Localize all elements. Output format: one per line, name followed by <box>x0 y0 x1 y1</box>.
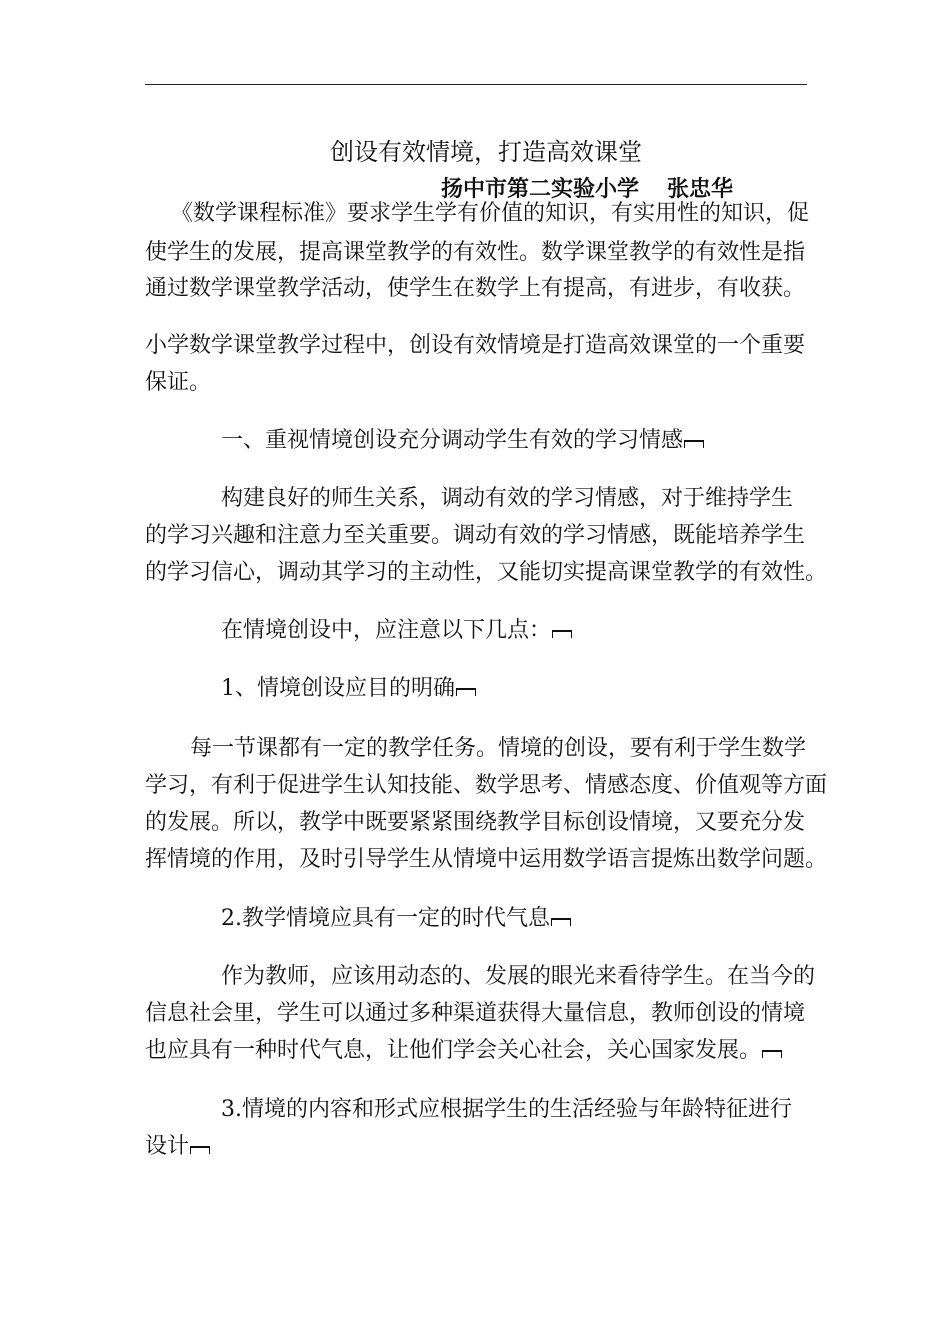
body-line: 《数学课程标准》要求学生学有价值的知识，有实用性的知识，促 <box>171 201 810 226</box>
section-heading-cont: 设计 <box>145 1136 210 1158</box>
body-line: 的发展。所以，教学中既要紧紧围绕教学目标创设情境，又要充分发 <box>145 810 806 835</box>
paragraph-mark-icon <box>190 1143 210 1153</box>
paragraph-mark-icon <box>456 685 476 695</box>
document-title: 创设有效情境，打造高效课堂 <box>330 138 642 166</box>
author-line <box>441 172 733 203</box>
section-heading: 1、情境创设应目的明确 <box>221 678 476 700</box>
body-line: 的学习信心，调动其学习的主动性，又能切实提高课堂教学的有效性。 <box>145 560 828 585</box>
body-line: 作为教师，应该用动态的、发展的眼光来看待学生。在当今的 <box>221 964 816 989</box>
author-school: 扬中市第二实验小学 <box>441 177 640 202</box>
body-line: 通过数学课堂教学活动，使学生在数学上有提高，有进步，有收获。 <box>145 276 806 301</box>
paragraph-mark-icon <box>684 437 704 447</box>
body-line: 的学习兴趣和注意力至关重要。调动有效的学习情感，既能培养学生 <box>145 523 806 548</box>
body-line: 也应具有一种时代气息，让他们学会关心社会，关心国家发展。 <box>145 1040 782 1062</box>
header-rule <box>145 84 807 85</box>
paragraph-mark-icon <box>552 627 572 637</box>
section-heading: 3.情境的内容和形式应根据学生的生活经验与年龄特征进行 <box>221 1097 792 1122</box>
body-line: 信息社会里，学生可以通过多种渠道获得大量信息，教师创设的情境 <box>145 1001 806 1026</box>
body-line: 使学生的发展，提高课堂教学的有效性。数学课堂教学的有效性是指 <box>145 240 806 265</box>
author-name: 张忠华 <box>667 177 734 202</box>
body-line: 挥情境的作用，及时引导学生从情境中运用数学语言提炼出数学问题。 <box>145 847 828 872</box>
section-heading: 2.教学情境应具有一定的时代气息 <box>221 908 571 930</box>
body-line: 学习，有利于促进学生认知技能、数学思考、情感态度、价值观等方面 <box>145 773 828 798</box>
body-line: 每一节课都有一定的教学任务。情境的创设，要有利于学生数学 <box>190 736 807 761</box>
section-heading: 一、重视情境创设充分调动学生有效的学习情感 <box>221 430 704 452</box>
body-line: 在情境创设中，应注意以下几点： <box>221 620 572 642</box>
body-line: 小学数学课堂教学过程中，创设有效情境是打造高效课堂的一个重要 <box>145 333 806 358</box>
paragraph-mark-icon <box>551 915 571 925</box>
body-line: 保证。 <box>145 370 212 395</box>
body-line: 构建良好的师生关系，调动有效的学习情感，对于维持学生 <box>221 486 794 511</box>
paragraph-mark-icon <box>762 1047 782 1057</box>
